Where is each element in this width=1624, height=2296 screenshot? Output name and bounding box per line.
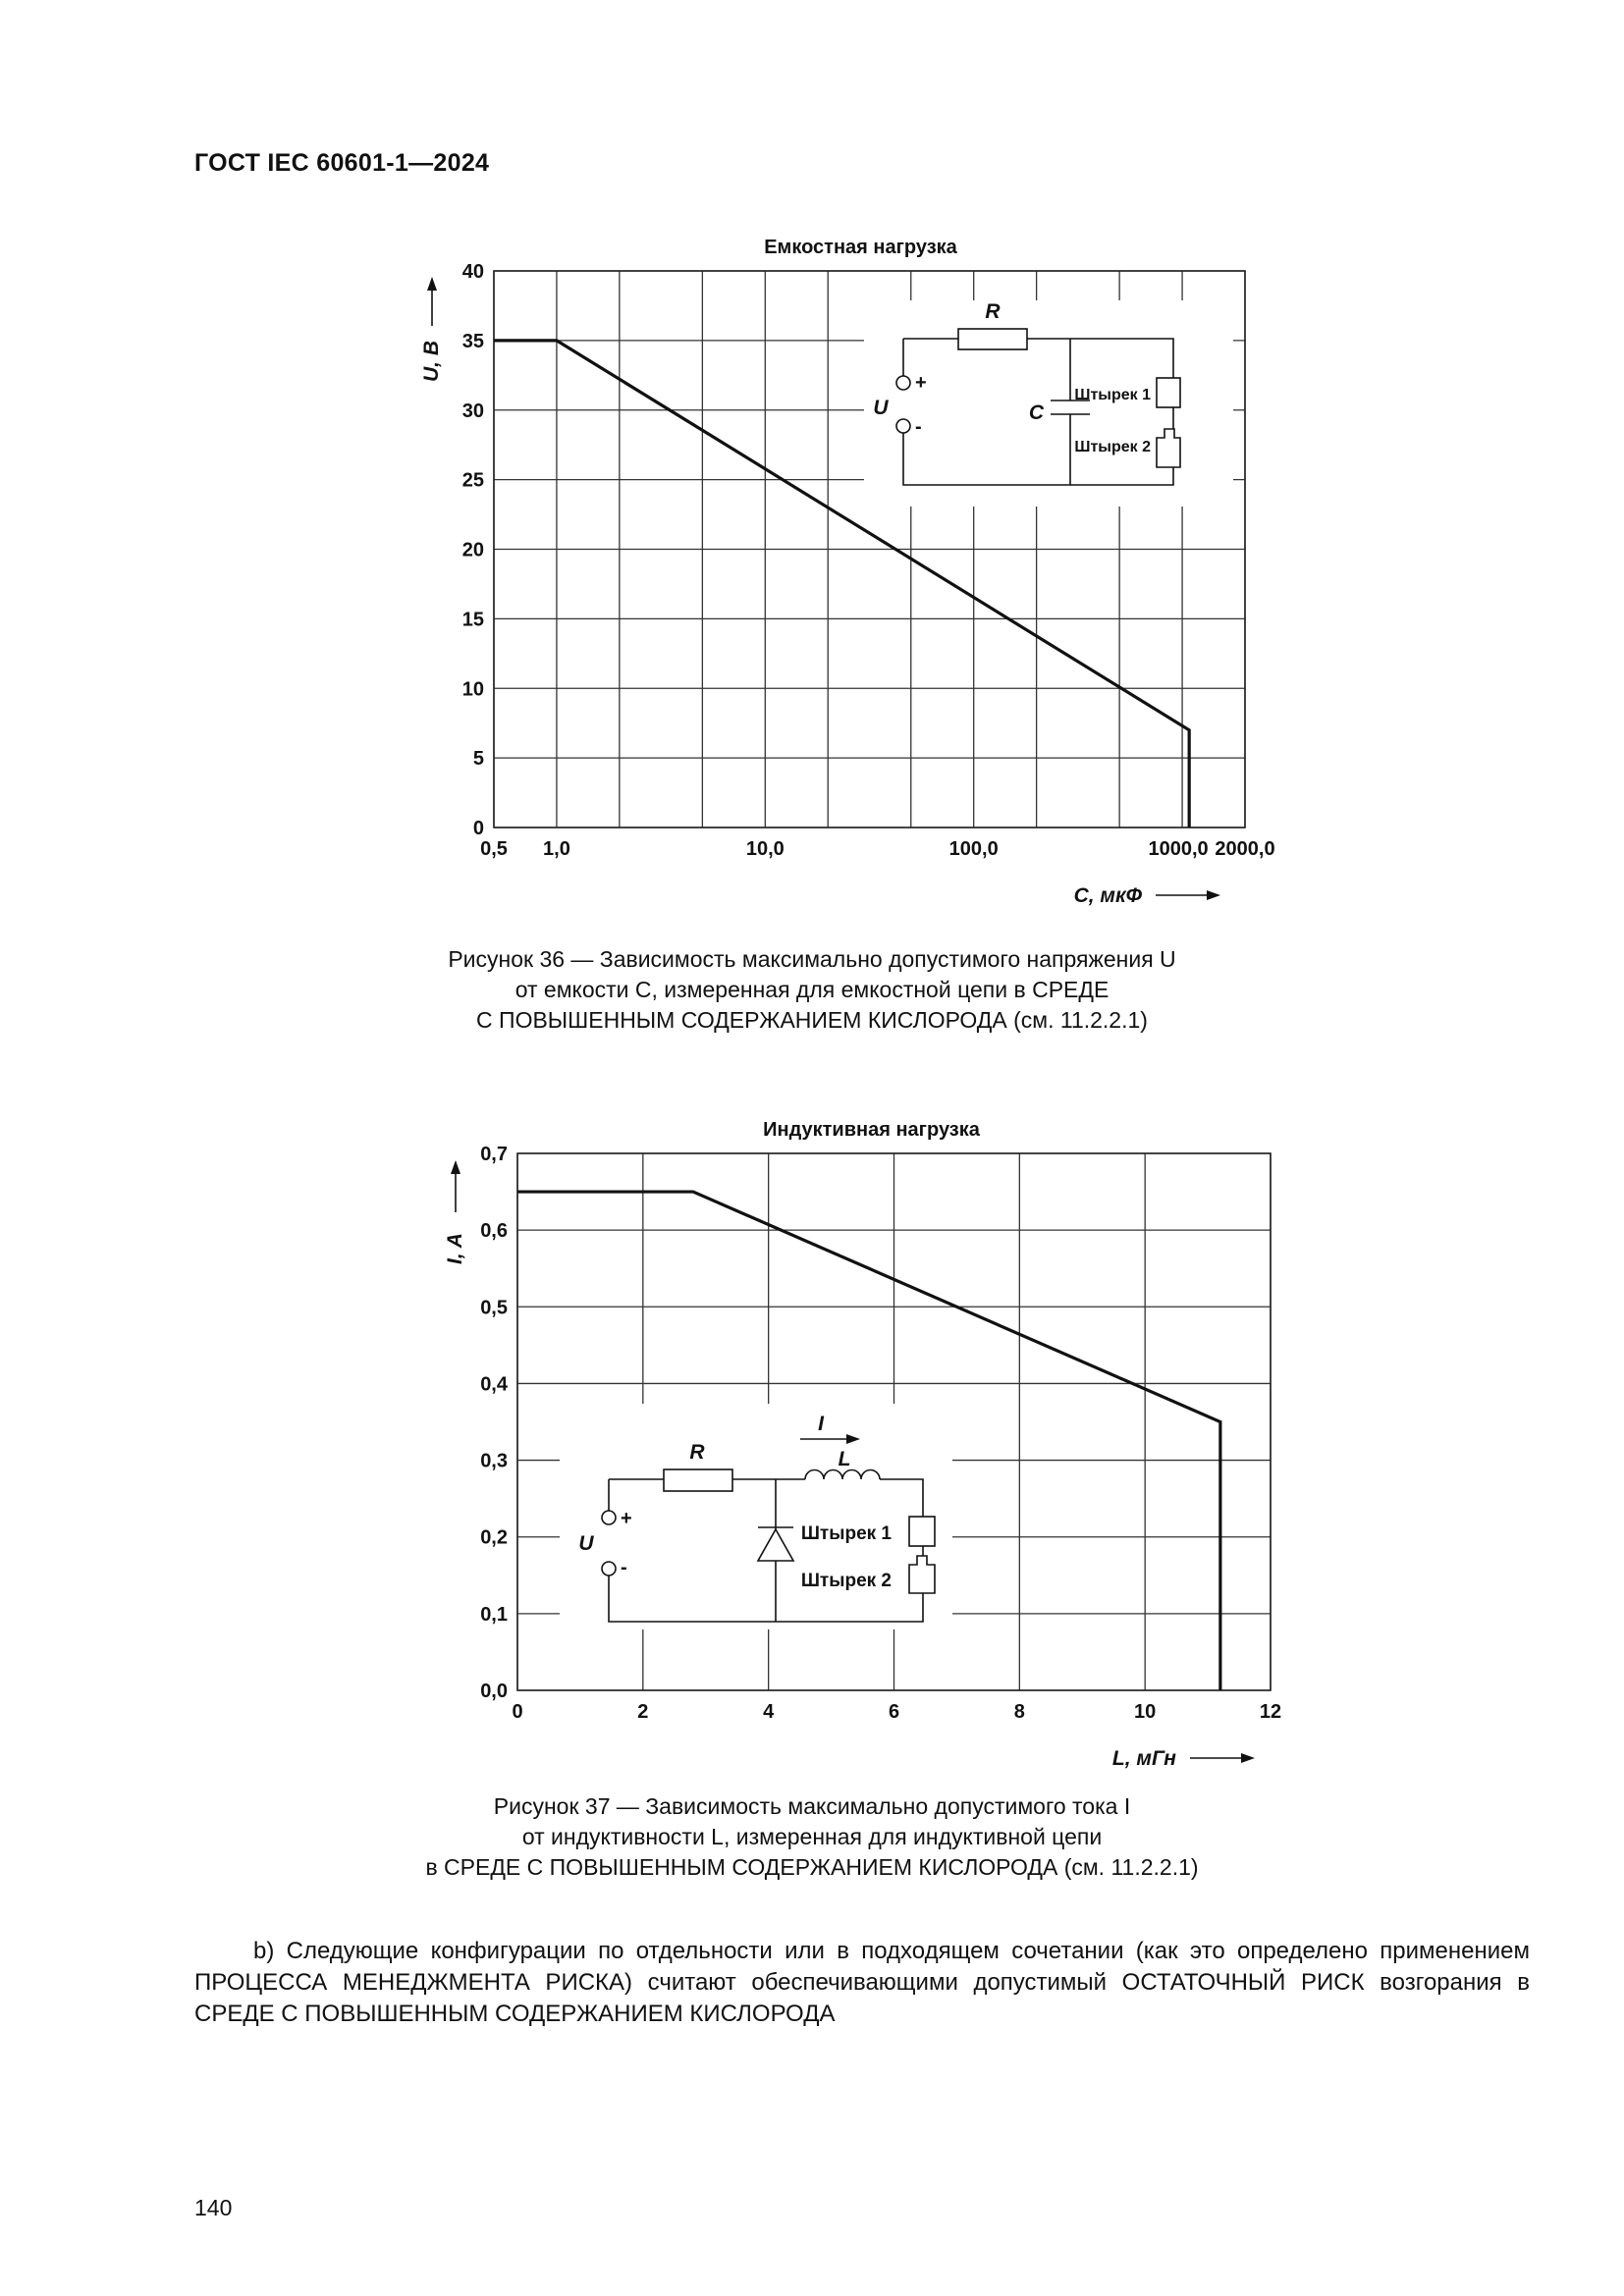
- figure-36-caption-line: С ПОВЫШЕННЫМ СОДЕРЖАНИЕМ КИСЛОРОДА (см. 11.2.2.1): [476, 1007, 1148, 1033]
- x-axis-arrow-head: [1241, 1753, 1255, 1763]
- chart-title: Емкостная нагрузка: [764, 237, 957, 258]
- y-tick-label: 25: [461, 469, 484, 492]
- resistor-label: R: [985, 300, 1001, 323]
- x-tick-label: 8: [1013, 1701, 1025, 1723]
- pin-1-label: Штырек 1: [800, 1523, 892, 1544]
- y-tick-label: 20: [461, 539, 484, 561]
- y-tick-label: 15: [461, 609, 484, 631]
- x-tick-label: 1,0: [543, 838, 570, 860]
- x-axis-label: L, мГн: [1111, 1747, 1176, 1770]
- x-tick-label: 1000,0: [1148, 838, 1209, 860]
- figure-36-caption-line: Рисунок 36 — Зависимость максимально допустимого напряжения U: [448, 946, 1176, 972]
- plus-label: +: [621, 1508, 632, 1529]
- circuit-inset-background: [560, 1404, 952, 1629]
- x-tick-label: 2000,0: [1215, 838, 1275, 860]
- page-number: 140: [194, 2195, 233, 2220]
- y-tick-label: 0,4: [480, 1373, 508, 1396]
- terminal-minus: [602, 1562, 616, 1575]
- x-axis-label: C, мкФ: [1073, 884, 1142, 907]
- y-tick-label: 5: [472, 748, 484, 771]
- plus-label: +: [915, 372, 927, 394]
- x-tick-label: 0: [512, 1701, 523, 1723]
- y-tick-label: 0: [472, 818, 484, 839]
- capacitor-label: C: [1028, 401, 1044, 424]
- figure-37-caption-line: от индуктивности L, измеренная для индуктивной цепи: [521, 1824, 1103, 1849]
- y-tick-label: 0,5: [480, 1297, 508, 1319]
- y-tick-label: 0,6: [480, 1220, 508, 1243]
- figure-37-caption-line: Рисунок 37 — Зависимость максимально допустимого тока I: [493, 1793, 1131, 1819]
- y-tick-label: 0,3: [480, 1450, 508, 1472]
- minus-label: -: [915, 416, 922, 438]
- inductor-label: L: [838, 1448, 851, 1470]
- y-tick-label: 40: [461, 261, 484, 283]
- figure-37-caption-line: в СРЕДЕ С ПОВЫШЕННЫМ СОДЕРЖАНИЕМ КИСЛОРОДА (см. 11.2.2.1): [425, 1854, 1199, 1880]
- current-label: I: [818, 1413, 824, 1435]
- y-axis-label: U, В: [420, 341, 443, 382]
- x-tick-label: 6: [888, 1701, 900, 1723]
- y-tick-label: 10: [461, 678, 484, 701]
- source-label: U: [578, 1532, 594, 1555]
- pin-2-label: Штырек 2: [800, 1571, 892, 1591]
- y-axis-arrow-head: [451, 1160, 460, 1174]
- x-tick-label: 2: [637, 1701, 649, 1723]
- x-tick-label: 12: [1259, 1701, 1282, 1723]
- x-tick-label: 10,0: [745, 838, 785, 860]
- pin-1-label: Штырек 1: [1074, 387, 1151, 403]
- y-tick-label: 30: [461, 400, 484, 422]
- pin-1-symbol: [909, 1517, 935, 1546]
- source-label: U: [873, 397, 889, 419]
- figure-36-caption-line: от емкости C, измеренная для емкостной цепи в СРЕДЕ: [514, 977, 1110, 1002]
- document-header: ГОСТ IEC 60601-1—2024: [194, 149, 490, 177]
- x-tick-label: 100,0: [948, 838, 999, 860]
- y-tick-label: 0,7: [480, 1144, 508, 1165]
- chart-title: Индуктивная нагрузка: [763, 1119, 980, 1141]
- y-tick-label: 0,1: [480, 1603, 508, 1626]
- y-tick-label: 0,2: [480, 1526, 508, 1549]
- figure-37-caption: [0, 1791, 1624, 1883]
- y-axis-label: I, A: [444, 1233, 466, 1264]
- x-tick-label: 10: [1134, 1701, 1157, 1723]
- x-tick-label: 4: [763, 1701, 775, 1723]
- resistor-label: R: [689, 1441, 705, 1464]
- x-tick-label: 0,5: [480, 838, 508, 860]
- y-tick-label: 0,0: [480, 1681, 508, 1702]
- y-tick-label: 35: [461, 330, 484, 352]
- paragraph-b: b) Следующие конфигурации по отдельности или в подходящем сочетании (как это определено применением ПРОЦЕССА МЕНЕДЖМЕНТА РИСКА) считают обеспечивающими допустимый ОСТАТОЧНЫЙ РИСК возгорания в СРЕДЕ С ПОВЫШЕННЫМ СОДЕРЖАНИЕМ КИСЛОРОДА: [194, 1938, 1530, 2027]
- minus-label: -: [621, 1557, 627, 1578]
- pin-2-label: Штырек 2: [1074, 439, 1151, 455]
- terminal-plus: [602, 1511, 616, 1524]
